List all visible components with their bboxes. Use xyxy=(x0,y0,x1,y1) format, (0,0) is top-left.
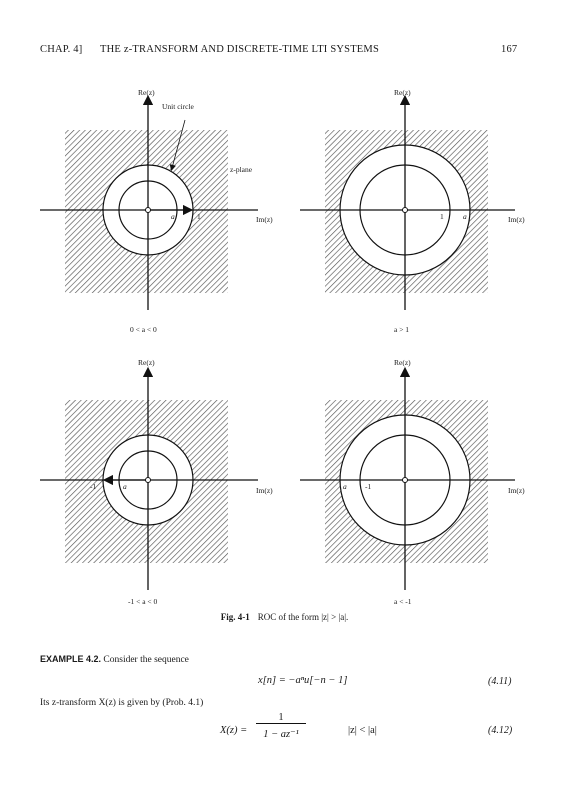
panel-condition: a < -1 xyxy=(394,597,412,606)
z-plane-label: z-plane xyxy=(230,165,253,174)
origin-dot xyxy=(403,208,408,213)
running-title: THE z-TRANSFORM AND DISCRETE-TIME LTI SYSTEMS xyxy=(100,44,379,55)
example-intro xyxy=(40,654,189,665)
panel-top-right xyxy=(300,100,515,310)
im-axis-label: Im(z) xyxy=(508,486,525,495)
mark-label: 1 xyxy=(197,212,201,221)
caption-text: ROC of the form |z| > |a|. xyxy=(257,612,349,622)
equation-number: (4.12) xyxy=(488,725,513,736)
mark-label: a xyxy=(343,482,347,491)
mark-label: a xyxy=(171,212,175,221)
equation-4-12-lhs: X(z) = xyxy=(220,725,248,736)
figure-caption xyxy=(0,612,569,622)
fraction-numerator: 1 xyxy=(256,712,306,724)
chapter-label: CHAP. 4] xyxy=(40,44,83,55)
re-axis-label: Re(z) xyxy=(394,88,411,97)
panel-top-left xyxy=(40,100,258,310)
re-axis-label: Re(z) xyxy=(138,358,155,367)
re-axis-label: Re(z) xyxy=(138,88,155,97)
panel-condition: a > 1 xyxy=(394,325,410,334)
unit-circle-label: Unit circle xyxy=(162,102,194,111)
mark-label: a xyxy=(463,212,467,221)
panel-condition: -1 < a < 0 xyxy=(128,597,158,606)
fraction-denominator: 1 − az⁻¹ xyxy=(263,729,299,740)
roc-condition: |z| < |a| xyxy=(348,725,377,736)
im-axis-label: Im(z) xyxy=(256,486,273,495)
example-title: EXAMPLE 4.2. xyxy=(40,654,102,664)
im-axis-label: Im(z) xyxy=(256,215,273,224)
example-intro-text: Consider the sequence xyxy=(103,655,189,665)
re-axis-label: Re(z) xyxy=(394,358,411,367)
origin-dot xyxy=(146,208,151,213)
panel-condition: 0 < a < 0 xyxy=(130,325,157,334)
origin-dot xyxy=(146,478,151,483)
transition-text: Its z-transform X(z) is given by (Prob. 4.1) xyxy=(40,698,204,708)
page-number: 167 xyxy=(501,44,518,55)
mark-label: -1 xyxy=(90,482,97,491)
panel-bottom-right xyxy=(300,372,515,590)
mark-label: -1 xyxy=(365,482,372,491)
equation-4-11: x[n] = −aⁿu[−n − 1] xyxy=(258,675,348,686)
mark-label: 1 xyxy=(440,212,444,221)
figure-label: Fig. 4-1 xyxy=(220,612,250,622)
equation-number: (4.11) xyxy=(488,676,512,687)
origin-dot xyxy=(403,478,408,483)
panel-bottom-left xyxy=(40,372,258,590)
im-axis-label: Im(z) xyxy=(508,215,525,224)
mark-label: a xyxy=(123,482,127,491)
